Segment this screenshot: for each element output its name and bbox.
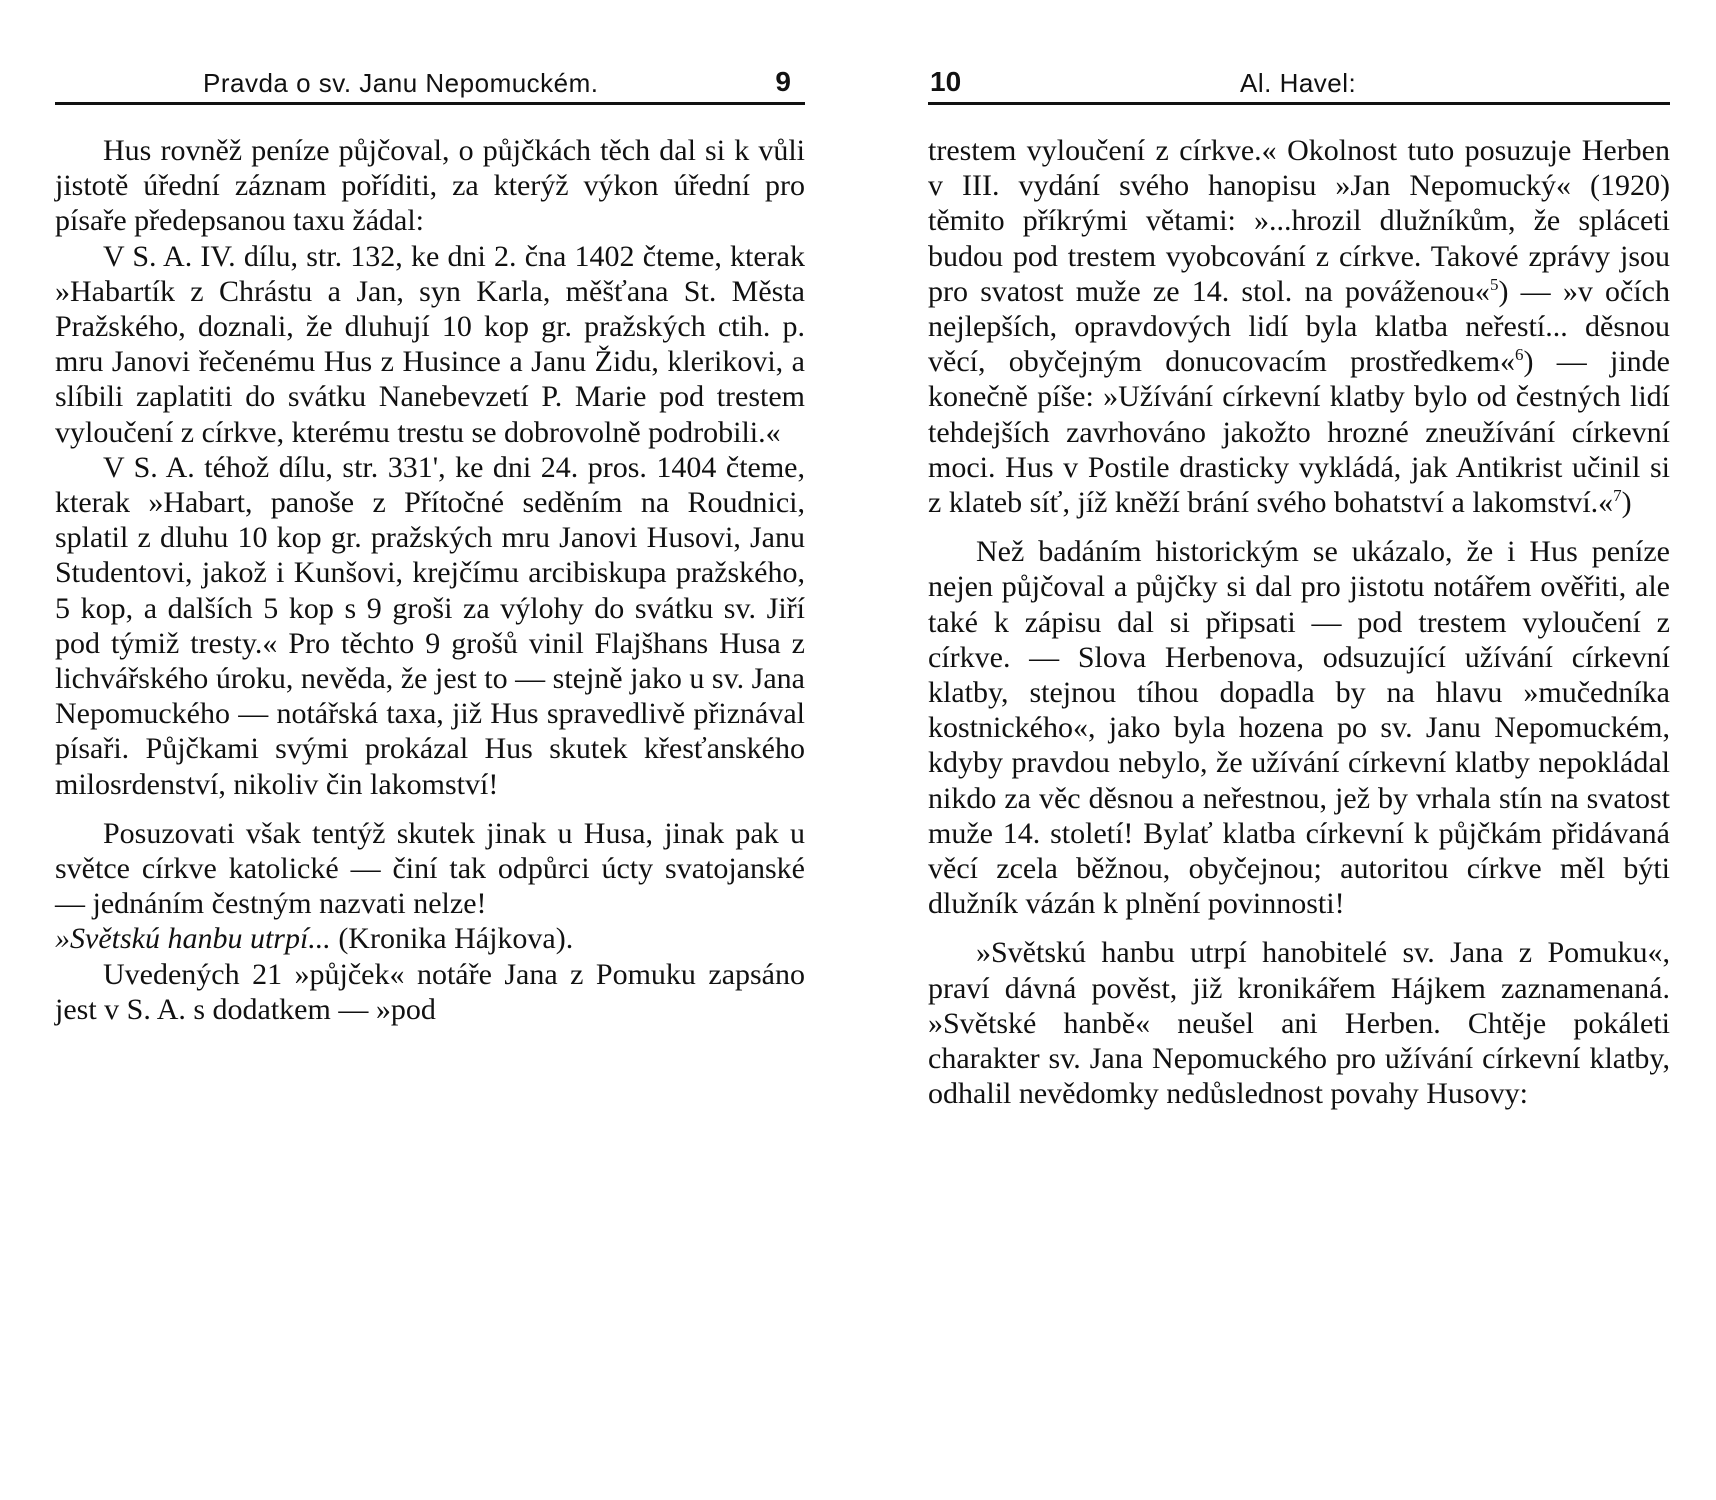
- paragraph-text: trestem vyloučení z církve.« Okolnost tuto posuzuje Herben v III. vydání svého hanopisu »Jan Nepomucký« (1920) těmito příkrými větami: »...hrozil dlužníkům, že spláceti budou pod trestem vyobcování z církve. Takové zprávy jsou pro svatost muže ze 14. stol. na pováženou«: [928, 134, 1670, 308]
- paragraph-text: ) — jinde konečně píše: »Užívání církevní klatby bylo od čestných lidí tehdejších zavrhováno jakožto hrozné zneužívání církevní moci. Hus v Postile drasticky vykládá, jak Antikrist učinil si z klateb síť, jíž kněží brání svého bohatství a lakomství.«: [928, 345, 1670, 520]
- right-page-header: [928, 62, 1670, 105]
- section-subheading: [55, 921, 805, 956]
- paragraph: »Světskú hanbu utrpí hanobitelé sv. Jana z Pomuku«, praví dávná pověst, již kronikářem Hájkem zaznamenaná. »Světské hanbě« neušel ani Herben. Chtěje pokáleti charakter sv. Jana Nepomuckého pro užívání církevní klatby, odhalil nevědomky nedůslednost povahy Husovy:: [928, 936, 1670, 1111]
- right-page-body: [928, 133, 1670, 1111]
- paragraph-text: ) — »v očích nejlepších, opravdových lidí byla klatba neřestí... děsnou věcí, obyčejným donucovacím prostředkem«: [928, 274, 1670, 379]
- footnote-ref: 7: [1613, 486, 1622, 506]
- paragraph-text: ): [1621, 486, 1632, 520]
- page-number: 9: [775, 66, 791, 97]
- left-page-header: [55, 62, 805, 105]
- left-page-body: [55, 133, 805, 1027]
- paragraph: Hus rovněž peníze půjčoval, o půjčkách těch dal si k vůli jistotě úřední záznam poříditi, za kterýž výkon úřední pro písaře předepsanou taxu žádal:: [55, 134, 805, 238]
- right-page: [928, 62, 1670, 1111]
- page-number: 10: [930, 66, 962, 97]
- subheading-source: (Kronika Hájkova).: [330, 922, 574, 956]
- paragraph: Uvedených 21 »půjček« notáře Jana z Pomuku zapsáno jest v S. A. s dodatkem — »pod: [55, 957, 805, 1026]
- paragraph: Posuzovati však tentýž skutek jinak u Husa, jinak pak u světce církve katolické — činí tak odpůrci úcty svatojanské — jednáním čestným nazvati nelze!: [55, 816, 805, 921]
- subheading-quote: »Světskú hanbu utrpí...: [55, 922, 331, 956]
- footnote-ref: 5: [1489, 274, 1499, 294]
- paragraph: V S. A. téhož dílu, str. 331', ke dni 24. pros. 1404 čteme, kterak »Habart, panoše z Přítočné seděním na Roudnici, splatil z dluhu 10 kop gr. pražských mru Janovi Husovi, Janu Studentovi, jakož i Kunšovi, krejčímu arcibiskupa pražského, 5 kop, a dalších 5 kop s 9 groši za výlohy do svátku sv. Jiří pod týmiž tresty.« Pro těchto 9 grošů vinil Flajšhans Husa z lichvářského úroku, nevěda, že jest to — stejně jako u sv. Jana Nepomuckého — notářská taxa, již Hus spravedlivě přiznával písaři. Půjčkami svými prokázal Hus skutek křesťanského milosrdenství, nikoliv čin lakomství!: [55, 450, 805, 801]
- running-head: Pravda o sv. Janu Nepomuckém.: [203, 68, 599, 98]
- left-page: [55, 62, 805, 1027]
- paragraph: [928, 133, 1670, 520]
- paragraph: Než badáním historickým se ukázalo, že i Hus peníze nejen půjčoval a půjčky si dal pro jistotu notářem ověřiti, ale také k zápisu dal si připsati — pod trestem vyloučení z církve. — Slova Herbenova, odsuzující užívání církevní klatby, stejnou tíhou dopadla by na hlavu »mučedníka kostnického«, jako byla hozena po sv. Janu Nepomuckém, kdyby pravdou nebylo, že užívání církevní klatby nepokládal nikdo za věc děsnou a neřestnou, jež by vrhala stín na svatost muže 14. století! Bylať klatba církevní k půjčkám přidávaná věcí zcela běžnou, obyčejnou; autoritou církve měl býti dlužník vázán k plnění povinnosti!: [928, 535, 1670, 921]
- paragraph: V S. A. IV. dílu, str. 132, ke dni 2. čna 1402 čteme, kterak »Habartík z Chrástu a Jan, syn Karla, měšťana St. Města Pražského, doznali, že dluhují 10 kop gr. pražských ctih. p. mru Janovi řečenému Hus z Husince a Janu Židu, klerikovi, a slíbili zaplatiti do svátku Nanebevzetí P. Marie pod trestem vyloučení z církve, kterému trestu se dobrovolně podrobili.«: [55, 239, 805, 449]
- footnote-ref: 6: [1515, 345, 1524, 365]
- running-head: Al. Havel:: [1240, 68, 1357, 98]
